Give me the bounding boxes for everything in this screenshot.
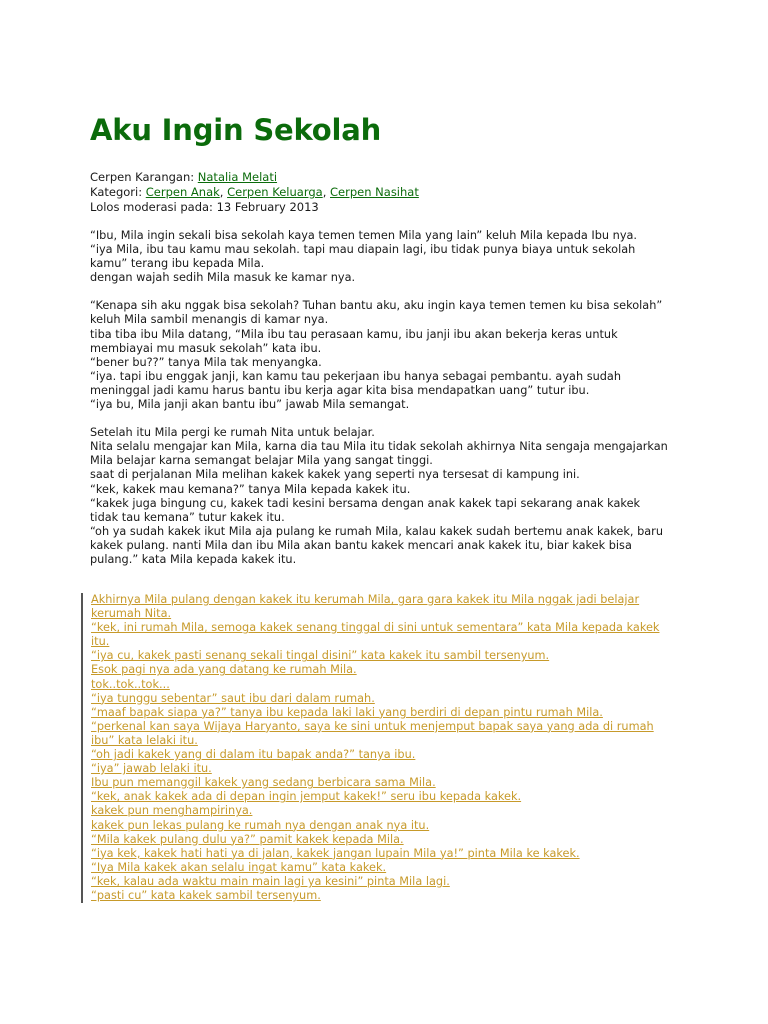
quote-link-line[interactable]: “Iya Mila kakek akan selalu ingat kamu” kata kakek.: [91, 860, 387, 874]
quote-link-line[interactable]: ibu” kata lelaki itu.: [91, 733, 198, 747]
text-line: kamu” terang ibu kepada Mila.: [90, 257, 265, 271]
moderation-date: Lolos moderasi pada: 13 February 2013: [90, 200, 319, 214]
category-prefix: Kategori:: [90, 185, 146, 199]
author-line: [90, 170, 690, 185]
text-line: “Kenapa sih aku nggak bisa sekolah? Tuhan bantu aku, aku ingin kaya temen temen ku bisa sekolah”: [90, 299, 663, 313]
text-line: tidak tau kemana” tutur kakek itu.: [90, 510, 285, 524]
quote-link-line[interactable]: “maaf bapak siapa ya?” tanya ibu kepada laki laki yang berdiri di depan pintu rumah Mila.: [91, 705, 603, 719]
text-line: “oh ya sudah kakek ikut Mila aja pulang ke rumah Mila, kalau kakek sudah bertemu anak kakek, baru: [90, 524, 663, 538]
quote-link-line[interactable]: tok..tok..tok...: [91, 677, 170, 691]
text-line: saat di perjalanan Mila melihan kakek kakek yang seperti nya tersesat di kampung ini.: [90, 468, 580, 482]
text-line: “iya. tapi ibu enggak janji, kan kamu tau pekerjaan ibu hanya sebagai pembantu. ayah sudah: [90, 369, 621, 383]
text-line: membiayai mu masuk sekolah” kata ibu.: [90, 341, 322, 355]
quote-link-line[interactable]: “iya” jawab lelaki itu.: [91, 762, 212, 776]
quote-link-line[interactable]: “perkenal kan saya Wijaya Haryanto, saya ke sini untuk menjemput bapak saya yang ada di rumah: [91, 719, 654, 733]
text-line: meninggal jadi kamu harus bantu ibu kerja agar kita bisa mendapatkan uang” tutur ibu.: [90, 383, 590, 397]
category-separator: ,: [322, 185, 331, 199]
text-line: Setelah itu Mila pergi ke rumah Nita untuk belajar.: [90, 426, 375, 440]
text-line: “kakek juga bingung cu, kakek tadi kesini bersama dengan anak kakek tapi sekarang anak kakek: [90, 496, 641, 510]
article-title: Aku Ingin Sekolah: [90, 113, 382, 147]
paragraph-3: [90, 426, 690, 567]
text-line: dengan wajah sedih Mila masuk ke kamar nya.: [90, 271, 356, 285]
quote-link-line[interactable]: “iya tunggu sebentar” saut ibu dari dalam rumah.: [91, 691, 375, 705]
author-prefix: Cerpen Karangan:: [90, 170, 198, 184]
quote-link-line[interactable]: kakek pun lekas pulang ke rumah nya dengan anak nya itu.: [91, 818, 430, 832]
quote-link-line[interactable]: kakek pun menghampirinya.: [91, 804, 253, 818]
category-separator: ,: [219, 185, 228, 199]
quote-link-line[interactable]: Akhirnya Mila pulang dengan kakek itu kerumah Mila, gara gara kakek itu Mila nggak jadi belajar: [91, 593, 640, 606]
text-line: Nita selalu mengajar kan Mila, karna dia tau Mila itu tidak sekolah akhirnya Nita sengaja mengajarkan: [90, 440, 668, 454]
paragraph-2: [90, 299, 690, 412]
text-line: pulang.” kata Mila kepada kakek itu.: [90, 552, 297, 566]
category-link-cerpen-anak[interactable]: Cerpen Anak: [145, 185, 220, 199]
text-line: Mila belajar karna semangat belajar Mila yang sangat tinggi.: [90, 454, 433, 468]
text-line: keluh Mila sambil menangis di kamar nya.: [90, 313, 329, 327]
quote-link-line[interactable]: “oh jadi kakek yang di dalam itu bapak anda?” tanya ibu.: [91, 748, 416, 762]
text-line: “kek, kakek mau kemana?” tanya Mila kepada kakek itu.: [90, 482, 411, 496]
quote-link-line[interactable]: “iya kek, kakek hati hati ya di jalan, kakek jangan lupain Mila ya!” pinta Mila ke kakek.: [91, 846, 580, 860]
article-meta: [90, 170, 690, 215]
category-line: [90, 185, 690, 200]
text-line: “iya Mila, ibu tau kamu mau sekolah. tapi mau diapain lagi, ibu tidak punya biaya untuk sekolah: [90, 243, 636, 257]
quote-link-line[interactable]: “kek, ini rumah Mila, semoga kakek senang tinggal di sini untuk sementara” kata Mila kepada kakek: [91, 621, 660, 635]
quote-link-line[interactable]: “kek, kalau ada waktu main main lagi ya kesini” pinta Mila lagi.: [91, 874, 450, 888]
paragraph-1: [90, 229, 690, 285]
quote-link-line[interactable]: itu.: [91, 635, 110, 649]
text-line: “bener bu??” tanya Mila tak menyangka.: [90, 355, 322, 369]
category-link-cerpen-nasihat[interactable]: Cerpen Nasihat: [330, 185, 419, 199]
quote-link-line[interactable]: kerumah Nita.: [91, 607, 172, 621]
text-line: tiba tiba ibu Mila datang, “Mila ibu tau perasaan kamu, ibu janji ibu akan bekerja keras untuk: [90, 327, 618, 341]
text-line: “Ibu, Mila ingin sekali bisa sekolah kaya temen temen Mila yang lain” keluh Mila kepada Ibu nya.: [90, 229, 638, 242]
article: [90, 112, 690, 567]
quote-link-line[interactable]: Ibu pun memanggil kakek yang sedang berbicara sama Mila.: [91, 776, 436, 790]
author-link[interactable]: Natalia Melati: [197, 170, 278, 184]
quote-link-line[interactable]: “pasti cu” kata kakek sambil tersenyum.: [91, 888, 321, 902]
quote-link-line[interactable]: Esok pagi nya ada yang datang ke rumah Mila.: [91, 663, 357, 677]
quote-link-line[interactable]: “Mila kakek pulang dulu ya?” pamit kakek kepada Mila.: [91, 832, 404, 846]
quote-link-line[interactable]: “kek, anak kakek ada di depan ingin jemput kakek!” seru ibu kepada kakek.: [91, 790, 522, 804]
text-line: kakek pulang. nanti Mila dan ibu Mila akan bantu kakek mencari anak kakek itu, biar kakek bisa: [90, 538, 632, 552]
quote-link-line[interactable]: “iya cu, kakek pasti senang sekali tingal disini” kata kakek itu sambil tersenyum.: [91, 649, 550, 663]
text-line: “iya bu, Mila janji akan bantu ibu” jawab Mila semangat.: [90, 398, 410, 412]
category-link-cerpen-keluarga[interactable]: Cerpen Keluarga: [227, 185, 323, 199]
linked-quote-block: [81, 593, 691, 903]
